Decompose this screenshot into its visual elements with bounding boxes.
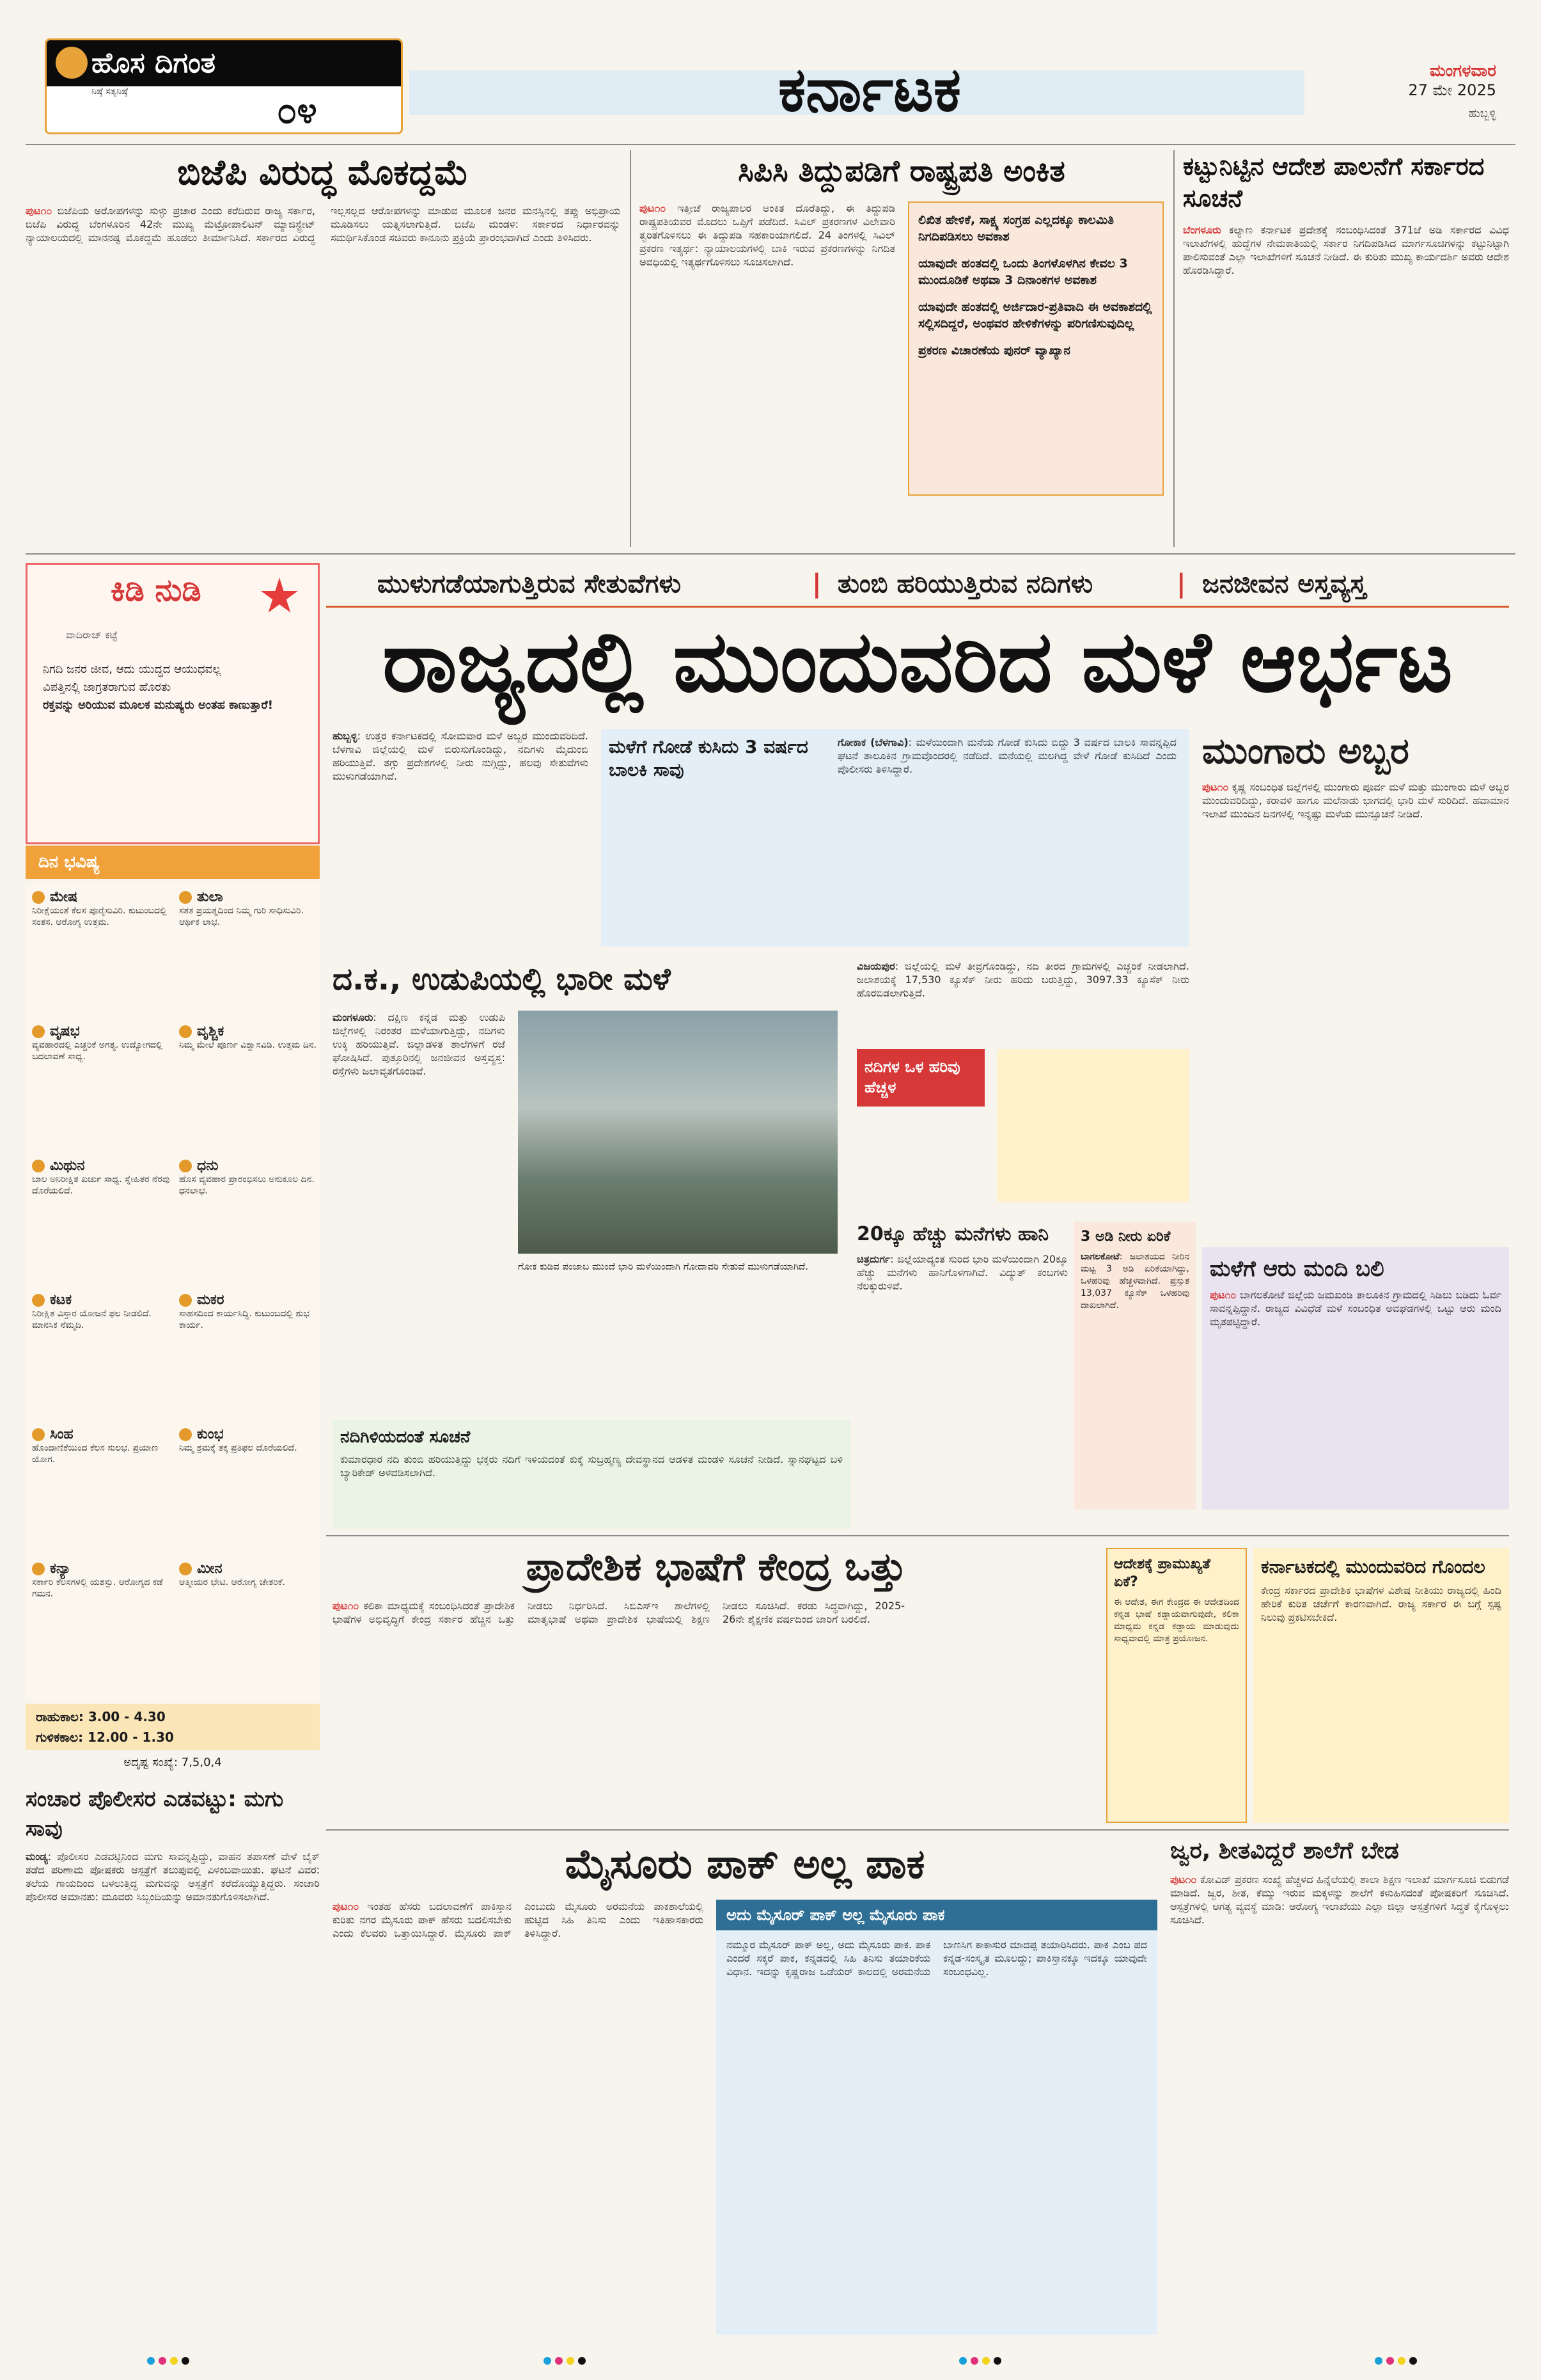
mesha-icon <box>32 891 45 904</box>
wall-story <box>601 729 1189 947</box>
kanya-icon <box>32 1563 45 1575</box>
kidi-line: ನಿಗದಿ ಜನರ ಜೀವ, ಆದು ಯುದ್ಧದ ಆಯುಧವಲ್ಲ <box>43 663 221 676</box>
six-dead-title: ಮಳೆಗೆ ಆರು ಮಂದಿ ಬಲಿ <box>1210 1256 1384 1282</box>
highlight-4: ಪ್ರಕರಣ ವಿಚಾರಣೆಯ ಪುನರ್ ವ್ಯಾಖ್ಯಾನ <box>918 343 1070 358</box>
dateline: ಪುಟ೧೦ <box>26 205 52 217</box>
gulikakala: ಗುಳಿಕಕಾಲ: 12.00 - 1.30 <box>36 1730 174 1745</box>
sidebar-body: ನಮ್ಮೂರ ಮೈಸೂರ್ ಪಾಕ್ ಅಲ್ಲ, ಅದು ಮೈಸೂರು ಪಾಕ. ಪಾಕ ಎಂದರೆ ಸಕ್ಕರೆ ಪಾಕ, ಕನ್ನಡದಲ್ಲಿ ಸಿಹಿ ತಿನಿಸು ತಯಾರಿಕೆಯ ವಿಧಾನ. ಇದನ್ನು ಕೃಷ್ಣರಾಜ ಒಡೆಯರ್ ಕಾಲದಲ್ಲಿ ಅರಮನೆಯ ಬಾಣಸಿಗ ಕಾಕಾಸುರ ಮಾದಪ್ಪ ತಯಾರಿಸಿದರು. ಪಾಕ ಎಂಬ ಪದ ಕನ್ನಡ-ಸಂಸ್ಕೃತ ಮೂಲದ್ದು; ಪಾಕಿಸ್ತಾನಕ್ಕೂ ಇದಕ್ಕೂ ಯಾವುದೇ ಸಂಬಂಧವಿಲ್ಲ. <box>726 1939 1147 1978</box>
dateline: ಬೆಂಗಳೂರು <box>1183 224 1221 236</box>
houses-title: 20ಕ್ಕೂ ಹೆಚ್ಚು ಮನೆಗಳು ಹಾನಿ <box>857 1223 1049 1245</box>
tula-icon <box>179 891 192 904</box>
highlight-3: ಯಾವುದೇ ಹಂತದಲ್ಲಿ ಅರ್ಜಿದಾರ-ಪ್ರತಿವಾದಿ ಈ ಅವಕಾಶದಲ್ಲಿ ಸಲ್ಲಿಸದಿದ್ದರೆ, ಅಂಥವರ ಹೇಳಿಕೆಗಳನ್ನು ಪರಿಗಣಿಸುವುದಿಲ್ಲ <box>918 300 1152 331</box>
fever-body: ಪುಟ೧೦ ಕೋವಿಡ್ ಪ್ರಕರಣ ಸಂಖ್ಯೆ ಹೆಚ್ಚಳದ ಹಿನ್ನೆಲೆಯಲ್ಲಿ ಶಾಲಾ ಶಿಕ್ಷಣ ಇಲಾಖೆ ಮಾರ್ಗಸೂಚಿ ಬಿಡುಗಡೆ ಮಾಡಿದೆ. ಜ್ವರ, ಶೀತ, ಕೆಮ್ಮು ಇರುವ ಮಕ್ಕಳನ್ನು ಶಾಲೆಗೆ ಕಳುಹಿಸದಂತೆ ಪೋಷಕರಿಗೆ ಸೂಚಿಸಿದೆ. ಆಸ್ಪತ್ರೆಗಳಲ್ಲಿ ಅಗತ್ಯ ವ್ಯವಸ್ಥೆ ಮಾಡಿ: ಆರೋಗ್ಯ ಇಲಾಖೆಯು ಎಲ್ಲಾ ಜಿಲ್ಲಾ ಆಸ್ಪತ್ರೆಗಳಿಗೆ ಸಿದ್ಧತೆ ಕೈಗೊಳ್ಳಲು ಸೂಚಿಸಿದೆ. <box>1170 1873 1509 1926</box>
spark-icon <box>260 578 299 616</box>
rahukala: ರಾಹುಕಾಲ: 3.00 - 4.30 <box>36 1709 166 1724</box>
simha-icon <box>32 1428 45 1441</box>
story-body <box>26 204 620 562</box>
city: ಹುಬ್ಬಳ್ಳಿ <box>1468 107 1496 120</box>
rashi-item: ವೃಷಭ ವ್ಯವಹಾರದಲ್ಲಿ ಎಚ್ಚರಿಕೆ ಅಗತ್ಯ. ಉದ್ಯೋಗದಲ್ಲಿ ಬದಲಾವಣೆ ಸಾಧ್ಯ. <box>32 1023 163 1062</box>
story-bjp <box>26 150 620 562</box>
rashi-header: ದಿನ ಭವಿಷ್ಯ <box>26 846 320 879</box>
story-cpc <box>639 150 1164 358</box>
registration-marks <box>959 2357 1001 2365</box>
mungaru-story <box>1202 729 1509 1139</box>
kidi-line: ವಿಪತ್ತಿನಲ್ಲಿ ಜಾಗ್ರತರಾಗುವ ಹೊರತು <box>43 681 171 694</box>
lucky-number: ಅದೃಷ್ಟ ಸಂಖ್ಯೆ: 7,5,0,4 <box>123 1756 222 1769</box>
registration-marks <box>147 2357 189 2365</box>
story-371j <box>1183 150 1509 543</box>
sidebar-title: ಅದು ಮೈಸೂರ್ ಪಾಕ್ ಅಲ್ಲ ಮೈಸೂರು ಪಾಕ <box>716 1900 1157 1930</box>
language-story <box>332 1541 1100 1817</box>
date-box <box>1330 61 1496 120</box>
mungaru-body: ಪುಟ೧೦ ಕೃಷ್ಣ ಸಂಬಂಧಿತ ಜಿಲ್ಲೆಗಳಲ್ಲಿ ಮುಂಗಾರು ಪೂರ್ವ ಮಳೆ ಮತ್ತು ಮುಂಗಾರು ಮಳೆ ಅಬ್ಬರ ಮುಂದುವರಿದಿದ್ದು, ಕರಾವಳಿ ಹಾಗೂ ಮಲೆನಾಡು ಭಾಗದಲ್ಲಿ ಭಾರಿ ಮಳೆ ಸುರಿದಿದೆ. ಹವಾಮಾನ ಇಲಾಖೆ ಮುಂದಿನ ದಿನಗಳಲ್ಲಿ ಇನ್ನಷ್ಟು ಮಳೆಯ ಮುನ್ಸೂಚನೆ ನೀಡಿದೆ. <box>1202 781 1509 820</box>
confusion-title: ಕರ್ನಾಟಕದಲ್ಲಿ ಮುಂದುವರಿದ ಗೊಂದಲ <box>1261 1556 1485 1577</box>
makara-icon <box>179 1294 192 1307</box>
rashi-item: ಕುಂಭ ನಿಮ್ಮ ಶ್ರಮಕ್ಕೆ ತಕ್ಕ ಪ್ರತಿಫಲ ದೊರೆಯಲಿದೆ. <box>179 1426 297 1453</box>
logo-tagline: ನಿಷ್ಠೆ ಸತ್ಯನಿಷ್ಠೆ <box>91 86 128 97</box>
kumbha-icon <box>179 1428 192 1441</box>
kataka-icon <box>32 1294 45 1307</box>
photo-caption: ಗೋಕ ಕುಡಿವ ಪಂಜಾಬ ಮುಂದೆ ಭಾರಿ ಮಳೆಯಿಂದಾಗಿ ಗೋದಾವರಿ ಸೇತುವೆ ಮುಳುಗಡೆಯಾಗಿದೆ. <box>518 1261 809 1272</box>
police-story <box>26 1785 320 2341</box>
why-body: ಈ ಆದೇಶ, ಈಗ ಕೇಂದ್ರದ ಈ ಆದೇಶದಿಂದ ಕನ್ನಡ ಭಾಷೆ ಕಡ್ಡಾಯವಾಗುವುದೇ, ಕಲಿಕಾ ಮಾಧ್ಯಮ ಕನ್ನಡ ಕಡ್ಡಾಯ ಮಾಡುವುದು ಸಾಧ್ಯವಾದಲ್ಲಿ ಮಾತ್ರ ಪ್ರಯೋಜನ. <box>1114 1597 1239 1644</box>
three-ft-title: 3 ಅಡಿ ನೀರು ಏರಿಕೆ <box>1081 1229 1171 1245</box>
fever-story <box>1170 1836 1509 2341</box>
date: 27 ಮೇ 2025 <box>1408 81 1496 99</box>
rashi-item: ಮೇಷ ನಿರೀಕ್ಷೆಯಂತೆ ಕೆಲಸ ಪೂರೈಸುವಿರಿ. ಕುಟುಂಬದಲ್ಲಿ ಸಂತಸ. ಆರೋಗ್ಯ ಉತ್ತಮ. <box>32 889 167 927</box>
dateline: ಪುಟ೧೦ <box>639 202 666 214</box>
river-alert-body: ಕುಮಾರಧಾರ ನದಿ ತುಂಬಿ ಹರಿಯುತ್ತಿದ್ದು ಭಕ್ತರು ನದಿಗೆ ಇಳಿಯದಂತೆ ಕುಕ್ಕೆ ಸುಬ್ರಹ್ಮಣ್ಯ ದೇವಸ್ಥಾನದ ಆಡಳಿತ ಮಂಡಳಿ ಸೂಚನೆ ನೀಡಿದೆ. ಸ್ನಾನಘಟ್ಟದ ಬಳಿ ಬ್ಯಾರಿಕೇಡ್ ಅಳವಡಿಸಲಾಗಿದೆ. <box>340 1453 843 1479</box>
rashi-item: ಕಟಕ ನಿರೀಕ್ಷಿತ ವಿಸ್ತಾರ ಯೋಜನೆ ಫಲ ನೀಡಲಿದೆ. ಮಾನಸಿಕ ನೆಮ್ಮದಿ. <box>32 1292 152 1330</box>
story-body <box>1183 223 1509 543</box>
language-headline: ಪ್ರಾದೇಶಿಕ ಭಾಷೆಗೆ ಕೇಂದ್ರ ಒತ್ತು <box>526 1545 907 1589</box>
mungaru-title: ಮುಂಗಾರು ಅಬ್ಬರ <box>1202 730 1409 772</box>
headline: ಸಿಪಿಸಿ ತಿದ್ದುಪಡಿಗೆ ರಾಷ್ಟ್ರಪತಿ ಅಂಕಿತ <box>738 154 1065 188</box>
why-title: ಆದೇಶಕ್ಕೆ ಪ್ರಾಮುಖ್ಯತೆ ಏಕೆ? <box>1114 1556 1210 1590</box>
dateline: ಹುಬ್ಬಳ್ಳಿ <box>332 730 357 742</box>
kidi-author: ವಾದಿರಾಜ್ ಕಟ್ಟೆ <box>66 629 118 641</box>
rain-headline: ರಾಜ್ಯದಲ್ಲಿ ಮುಂದುವರಿದ ಮಳೆ ಆರ್ಭಟ <box>382 613 1453 711</box>
kidi-nudi-box <box>26 563 320 844</box>
day: ಮಂಗಳವಾರ <box>1429 61 1496 81</box>
river-alert-story <box>332 1420 850 1529</box>
kidi-line: ರಕ್ತವನ್ನು ಅರಿಯುವ ಮೂಲಕ ಮನುಷ್ಯರು ಅಂತಹ ಕಾಣುತ್ತಾರೆ! <box>43 698 273 712</box>
mysore-pak-headline: ಮೈಸೂರು ಪಾಕ್ ಅಲ್ಲ ಪಾಕ <box>565 1841 925 1888</box>
rashi-item: ಸಿಂಹ ಹೊಂದಾಣಿಕೆಯಿಂದ ಕೆಲಸ ಸುಲಭ. ಪ್ರಯಾಣ ಯೋಗ. <box>32 1426 159 1465</box>
rashi-item: ಮಿಥುನ ಬಾಲ ಅನಿರೀಕ್ಷಿತ ಖರ್ಚು ಸಾಧ್ಯ. ಸ್ನೇಹಿತರ ನೆರವು ದೊರೆಯಲಿದೆ. <box>32 1158 170 1196</box>
rashi-item: ತುಲಾ ಸತತ ಪ್ರಯತ್ನದಿಂದ ನಿಮ್ಮ ಗುರಿ ಸಾಧಿಸುವಿರಿ. ಆರ್ಥಿಕ ಲಾಭ. <box>179 889 304 927</box>
houses-body: ಚಿತ್ರದುರ್ಗ: ಜಿಲ್ಲೆಯಾದ್ಯಂತ ಸುರಿದ ಭಾರಿ ಮಳೆಯಿಂದಾಗಿ 20ಕ್ಕೂ ಹೆಚ್ಚು ಮನೆಗಳು ಹಾನಿಗೊಳಗಾಗಿವೆ. ವಿದ್ಯುತ್ ಕಂಬಗಳು ನೆಲಕ್ಕುರುಳಿವೆ. <box>857 1253 1068 1292</box>
mysore-pak-body: ಪುಟ೧೦ ಇಂತಹ ಹೆಸರು ಬದಲಾವಣೆಗೆ ಪಾಕಿಸ್ತಾನ ಕುರಿತು ನಗರ ಮೈಸೂರು ಪಾಕ್ ಹೆಸರು ಬದಲಿಸಬೇಕು ಎಂದು ಕೆಲವರು ಒತ್ತಾಯಿಸಿದ್ದಾರೆ. ಮೈಸೂರು ಪಾಕ್ ಎಂಬುದು ಮೈಸೂರು ಅರಮನೆಯ ಪಾಕಶಾಲೆಯಲ್ಲಿ ಹುಟ್ಟಿದ ಸಿಹಿ ತಿನಿಸು ಎಂದು ಇತಿಹಾಸಕಾರರು ತಿಳಿಸಿದ್ದಾರೆ. <box>332 1900 703 1939</box>
body-text: ಬಿಜೆಪಿಯ ಅರೋಪಗಳನ್ನು ಸುಳ್ಳು ಪ್ರಚಾರ ಎಂದು ಕರೆದಿರುವ ರಾಜ್ಯ ಸರ್ಕಾರ, ಬಿಜೆಪಿ ವಿರುದ್ಧ ಬೆಂಗಳೂರಿನ 42ನೇ ಮುಖ್ಯ ಮೆಟ್ರೋಪಾಲಿಟನ್ ಮ್ಯಾಜಿಸ್ಟ್ರೇಟ್ ನ್ಯಾಯಾಲಯದಲ್ಲಿ ಮಾನನಷ್ಟ ಮೊಕದ್ದಮೆ ಹೂಡಲು ತೀರ್ಮಾನಿಸಿದೆ. ಸರ್ಕಾರದ ವಿರುದ್ಧ ಇಲ್ಲಸಲ್ಲದ ಆರೋಪಗಳನ್ನು ಮಾಡುವ ಮೂಲಕ ಜನರ ಮನಸ್ಸಿನಲ್ಲಿ ತಪ್ಪು ಅಭಿಪ್ರಾಯ ಮೂಡಿಸಲು ಯತ್ನಿಸಲಾಗುತ್ತಿದೆ. ಬಿಜೆಪಿ ಮಂಡಳಿ: ಸರ್ಕಾರದ ನಿರ್ಧಾರವನ್ನು ಸಮರ್ಥಿಸಿಕೊಂಡ ಸಚಿವರು ಕಾನೂನು ಪ್ರಕ್ರಿಯೆ ಪ್ರಾರಂಭವಾಗಿದೆ ಎಂದು ತಿಳಿಸಿದರು. <box>26 205 620 244</box>
headline: ಬಿಜೆಪಿ ವಿರುದ್ಧ ಮೊಕದ್ದಮೆ <box>177 152 469 193</box>
inflow-tag: ನದಿಗಳ ಒಳ ಹರಿವು ಹೆಚ್ಚಳ <box>857 1049 985 1107</box>
registration-marks <box>544 2357 586 2365</box>
why-box <box>1106 1548 1247 1823</box>
kicker-3: ಜನಜೀವನ ಅಸ್ತವ್ಯಸ್ತ <box>1202 569 1366 599</box>
story-body <box>639 201 895 547</box>
highlights-box <box>908 201 1164 496</box>
masthead-logo <box>45 38 403 134</box>
rashi-item: ವೃಶ್ಚಿಕ ನಿಮ್ಮ ಮೇಲೆ ಪೂರ್ಣ ವಿಶ್ವಾಸವಿಡಿ. ಉತ್ತಮ ದಿನ. <box>179 1023 317 1050</box>
police-headline: ಸಂಚಾರ ಪೊಲೀಸರ ಎಡವಟ್ಟು: ಮಗು ಸಾವು <box>26 1786 284 1841</box>
police-body: ಮಂಡ್ಯ: ಪೊಲೀಸರ ಎಡವಟ್ಟಿನಿಂದ ಮಗು ಸಾವನ್ನಪ್ಪಿದ್ದು, ವಾಹನ ತಪಾಸಣೆ ವೇಳೆ ಬೈಕ್ ತಡೆದ ಪರಿಣಾಮ ಪೋಷಕರು ಆಸ್ಪತ್ರೆಗೆ ತಲುಪುವಲ್ಲಿ ವಿಳಂಬವಾಯಿತು. ಘಟನೆ ವಿವರ: ತಲೆಯ ಗಾಯದಿಂದ ಬಳಲುತ್ತಿದ್ದ ಮಗುವನ್ನು ಆಸ್ಪತ್ರೆಗೆ ಕರೆದೊಯ್ಯುತ್ತಿದ್ದರು. ಸಂಚಾರಿ ಪೊಲೀಸರ ಅಮಾನತು: ಮೂವರು ಸಿಬ್ಬಂದಿಯನ್ನು ಅಮಾನತುಗೊಳಿಸಲಾಗಿದೆ. <box>26 1850 320 1903</box>
highlight-2: ಯಾವುದೇ ಹಂತದಲ್ಲಿ ಒಂದು ತಿಂಗಳೊಳಗಿನ ಕೇವಲ 3 ಮುಂದೂಡಿಕೆ ಅಥವಾ 3 ದಿನಾಂಕಗಳ ಅವಕಾಶ <box>918 256 1128 287</box>
houses-story <box>857 1222 1068 1471</box>
dk-body: ಮಂಗಳೂರು: ದಕ್ಷಿಣ ಕನ್ನಡ ಮತ್ತು ಉಡುಪಿ ಜಿಲ್ಲೆಗಳಲ್ಲಿ ನಿರಂತರ ಮಳೆಯಾಗುತ್ತಿದ್ದು, ನದಿಗಳು ಉಕ್ಕಿ ಹರಿಯುತ್ತಿವೆ. ಜಿಲ್ಲಾಡಳಿತ ಶಾಲೆಗಳಿಗೆ ರಜೆ ಘೋಷಿಸಿದೆ. ಪುತ್ತೂರಿನಲ್ಲಿ ಜನಜೀವನ ಅಸ್ತವ್ಯಸ್ತ: ರಸ್ತೆಗಳು ಜಲಾವೃತಗೊಂಡಿವೆ. <box>332 1011 505 1077</box>
rashi-item: ಮಕರ ಸಾಹಸದಿಂದ ಕಾರ್ಯಸಿದ್ಧಿ. ಕುಟುಂಬದಲ್ಲಿ ಶುಭ ಕಾರ್ಯ. <box>179 1292 310 1330</box>
rashi-item: ಮೀನ ಆತ್ಮೀಯರ ಭೇಟಿ. ಆರೋಗ್ಯ ಚೇತರಿಕೆ. <box>179 1561 286 1588</box>
vrishabha-icon <box>32 1025 45 1038</box>
mithuna-icon <box>32 1160 45 1172</box>
kicker-1: ಮುಳುಗಡೆಯಾಗುತ್ತಿರುವ ಸೇತುವೆಗಳು <box>377 569 681 599</box>
rashi-item: ಧನು ಹೊಸ ವ್ಯವಹಾರ ಪ್ರಾರಂಭಿಸಲು ಅನುಕೂಲ ದಿನ. ಧನಲಾಭ. <box>179 1158 315 1196</box>
registration-marks <box>1375 2357 1417 2365</box>
lamp-icon <box>56 47 88 79</box>
page-number: ೦೪ <box>277 90 317 132</box>
confusion-body: ಕೇಂದ್ರ ಸರ್ಕಾರದ ಪ್ರಾದೇಶಿಕ ಭಾಷೆಗಳ ವಿಶೇಷ ನೀತಿಯು ರಾಜ್ಯದಲ್ಲಿ ಹಿಂದಿ ಹೇರಿಕೆ ಕುರಿತ ಚರ್ಚೆಗೆ ಕಾರಣವಾಗಿದೆ. ರಾಜ್ಯ ಸರ್ಕಾರ ಈ ಬಗ್ಗೆ ಸ್ಪಷ್ಟ ನಿಲುವು ಪ್ರಕಟಿಸಬೇಕಿದೆ. <box>1261 1584 1501 1623</box>
rain-kicker: ಮುಳುಗಡೆಯಾಗುತ್ತಿರುವ ಸೇತುವೆಗಳು | ತುಂಬಿ ಹರಿಯುತ್ತಿರುವ ನದಿಗಳು | ಜನಜೀವನ ಅಸ್ತವ್ಯಸ್ತ <box>326 563 1509 608</box>
body-text: ಕಲ್ಯಾಣ ಕರ್ನಾಟಕ ಪ್ರದೇಶಕ್ಕೆ ಸಂಬಂಧಿಸಿದಂತೆ 371ಜೆ ಅಡಿ ಸರ್ಕಾರದ ವಿವಿಧ ಇಲಾಖೆಗಳಲ್ಲಿ ಹುದ್ದೆಗಳ ನೇಮಕಾತಿಯಲ್ಲಿ ಸರ್ಕಾರ ನಿಗದಿಪಡಿಸಿದ ಮಾರ್ಗಸೂಚಿಗಳನ್ನು ಕಟ್ಟುನಿಟ್ಟಾಗಿ ಪಾಲಿಸುವಂತೆ ಎಲ್ಲಾ ಇಲಾಖೆಗಳಿಗೆ ಸೂಚನೆ ನೀಡಿದೆ. ಈ ಕುರಿತು ಮುಖ್ಯ ಕಾರ್ಯದರ್ಶಿ ಅವರು ಆದೇಶ ಹೊರಡಿಸಿದ್ದಾರೆ. <box>1183 224 1509 276</box>
river-alert-title: ನದಿಗಿಳಿಯದಂತೆ ಸೂಚನೆ <box>340 1428 471 1447</box>
rashi-grid <box>26 883 320 1701</box>
vrischika-icon <box>179 1025 192 1038</box>
dk-story <box>332 959 844 1407</box>
section-title: ಕರ್ನಾಟಕ <box>778 54 962 125</box>
logo-title: ಹೊಸ ದಿಗಂತ <box>91 47 216 79</box>
headline: ಕಟ್ಟುನಿಟ್ಟಿನ ಆದೇಶ ಪಾಲನೆಗೆ ಸರ್ಕಾರದ ಸೂಚನೆ <box>1183 152 1485 212</box>
kidi-title: ಕಿಡಿ ನುಡಿ <box>111 572 201 608</box>
three-ft-body: ಬಾಗಲಕೋಟೆ: ಜಲಾಶಯದ ನೀರಿನ ಮಟ್ಟ 3 ಅಡಿ ಏರಿಕೆಯಾಗಿದ್ದು, ಒಳಹರಿವು ಹೆಚ್ಚಳವಾಗಿದೆ. ಪ್ರಸ್ತುತ 13,037 ಕ್ಯೂಸೆಕ್ ಒಳಹರಿವು ದಾಖಲಾಗಿದೆ. <box>1081 1252 1189 1311</box>
mysore-pak-story <box>332 1836 1157 2341</box>
meena-icon <box>179 1563 192 1575</box>
inflow-figures-panel <box>997 1049 1189 1202</box>
inflow-body: ವಿಜಯಪುರ: ಜಿಲ್ಲೆಯಲ್ಲಿ ಮಳೆ ತೀವ್ರಗೊಂಡಿದ್ದು, ನದಿ ತೀರದ ಗ್ರಾಮಗಳಲ್ಲಿ ಎಚ್ಚರಿಕೆ ನೀಡಲಾಗಿದೆ. ಜಲಾಶಯಕ್ಕೆ 17,530 ಕ್ಯೂಸೆಕ್ ನೀರು ಹರಿದು ಬರುತ್ತಿದ್ದು, 3097.33 ಕ್ಯೂಸೆಕ್ ನೀರು ಹೊರಬಿಡಲಾಗುತ್ತಿದೆ. <box>857 960 1189 999</box>
highlight-1: ಲಿಖಿತ ಹೇಳಿಕೆ, ಸಾಕ್ಷ್ಯ ಸಂಗ್ರಹ ಎಲ್ಲದಕ್ಕೂ ಕಾಲಮಿತಿ ನಿಗದಿಪಡಿಸಲು ಅವಕಾಶ <box>918 213 1115 244</box>
three-ft-story <box>1074 1222 1196 1509</box>
flood-photo <box>518 1011 838 1254</box>
dk-title: ದ.ಕ., ಉಡುಪಿಯಲ್ಲಿ ಭಾರೀ ಮಳೆ <box>332 961 671 997</box>
fever-headline: ಜ್ವರ, ಶೀತವಿದ್ದರೆ ಶಾಲೆಗೆ ಬೇಡ <box>1170 1838 1399 1864</box>
wall-body: ಗೋಕಾಕ (ಬೆಳಗಾವಿ): ಮಳೆಯಿಂದಾಗಿ ಮನೆಯ ಗೋಡೆ ಕುಸಿದು ಬಿದ್ದು 3 ವರ್ಷದ ಬಾಲಕಿ ಸಾವನ್ನಪ್ಪಿದ ಘಟನೆ ತಾಲೂಕಿನ ಗ್ರಾಮವೊಂದರಲ್ಲಿ ನಡೆದಿದೆ. ಮನೆಯಲ್ಲಿ ಮಲಗಿದ್ದ ವೇಳೆ ಗೋಡೆ ಕುಸಿದಿದೆ ಎಂದು ಪೊಲೀಸರು ತಿಳಿಸಿದ್ದಾರೆ. <box>838 736 1177 775</box>
mysore-pak-sidebar <box>716 1900 1157 2335</box>
kicker-2: ತುಂಬಿ ಹರಿಯುತ್ತಿರುವ ನದಿಗಳು <box>838 569 1093 599</box>
rashi-item: ಕನ್ಯಾ ಸರ್ಕಾರಿ ಕೆಲಸಗಳಲ್ಲಿ ಯಶಸ್ಸು. ಆರೋಗ್ಯದ ಕಡೆ ಗಮನ. <box>32 1561 163 1599</box>
karnataka-confusion-box <box>1253 1548 1509 1823</box>
rahukala-box <box>26 1704 320 1750</box>
wall-title: ಮಳೆಗೆ ಗೋಡೆ ಕುಸಿದು 3 ವರ್ಷದ ಬಾಲಕಿ ಸಾವು <box>609 736 808 780</box>
language-body: ಪುಟ೧೦ ಕಲಿಕಾ ಮಾಧ್ಯಮಕ್ಕೆ ಸಂಬಂಧಿಸಿದಂತೆ ಪ್ರಾದೇಶಿಕ ಭಾಷೆಗಳ ಅಭಿವೃದ್ಧಿಗೆ ಕೇಂದ್ರ ಸರ್ಕಾರ ಹೆಚ್ಚಿನ ಒತ್ತು ನೀಡಲು ನಿರ್ಧರಿಸಿದೆ. ಸಿಬಿಎಸ್ಇ ಶಾಲೆಗಳಲ್ಲಿ ಮಾತೃಭಾಷೆ ಅಥವಾ ಪ್ರಾದೇಶಿಕ ಭಾಷೆಯಲ್ಲಿ ಶಿಕ್ಷಣ ನೀಡಲು ಸೂಚಿಸಿದೆ. ಕರಡು ಸಿದ್ಧವಾಗಿದ್ದು, 2025-26ನೇ ಶೈಕ್ಷಣಿಕ ವರ್ಷದಿಂದ ಜಾರಿಗೆ ಬರಲಿದೆ. <box>332 1600 905 1625</box>
kidi-text <box>43 661 305 714</box>
six-dead-body: ಪುಟ೧೦ ಬಾಗಲಕೋಟೆ ಜಿಲ್ಲೆಯ ಜಮಖಂಡಿ ತಾಲೂಕಿನ ಗ್ರಾಮದಲ್ಲಿ ಸಿಡಿಲು ಬಡಿದು ಓರ್ವ ಸಾವನ್ನಪ್ಪಿದ್ದಾನೆ. ರಾಜ್ಯದ ವಿವಿಧೆಡೆ ಮಳೆ ಸಂಬಂಧಿತ ಅವಘಡಗಳಲ್ಲಿ ಒಟ್ಟು ಆರು ಮಂದಿ ಮೃತಪಟ್ಟಿದ್ದಾರೆ. <box>1210 1289 1501 1328</box>
rain-lead: ಹುಬ್ಬಳ್ಳಿ: ಉತ್ತರ ಕರ್ನಾಟಕದಲ್ಲಿ ಸೋಮವಾರ ಮಳೆ ಅಬ್ಬರ ಮುಂದುವರಿದಿದೆ. ಬೆಳಗಾವಿ ಜಿಲ್ಲೆಯಲ್ಲಿ ಮಳೆ ಬಿರುಸುಗೊಂಡಿದ್ದು, ನದಿಗಳು ಮೈದುಂಬಿ ಹರಿಯುತ್ತಿವೆ. ತಗ್ಗು ಪ್ರದೇಶಗಳಲ್ಲಿ ನೀರು ನುಗ್ಗಿದ್ದು, ಹಲವು ಸೇತುವೆಗಳು ಮುಳುಗಡೆಯಾಗಿವೆ. <box>332 730 588 782</box>
body-text: ಇತ್ತೀಚೆ ರಾಜ್ಯಪಾಲರ ಅಂಕಿತ ದೊರೆತಿದ್ದು, ಈ ತಿದ್ದುಪಡಿ ರಾಷ್ಟ್ರಪತಿಯವರ ಮೊದಲು ಒಪ್ಪಿಗೆ ಪಡೆದಿದೆ. ಸಿವಿಲ್ ಪ್ರಕರಣಗಳ ವಿಲೇವಾರಿ ತ್ವರಿತಗೊಳಿಸಲು ಈ ತಿದ್ದುಪಡಿ ಸಹಕಾರಿಯಾಗಲಿದೆ. 24 ತಿಂಗಳಲ್ಲಿ ಸಿವಿಲ್ ಪ್ರಕರಣ ಇತ್ಯರ್ಥ: ನ್ಯಾಯಾಲಯಗಳಲ್ಲಿ ಬಾಕಿ ಇರುವ ಪ್ರಕರಣಗಳನ್ನು ನಿಗದಿತ ಅವಧಿಯಲ್ಲಿ ಇತ್ಯರ್ಥಗೊಳಿಸಲು ಸೂಚಿಸಲಾಗಿದೆ. <box>639 202 895 268</box>
dhanu-icon <box>179 1160 192 1172</box>
six-dead-story <box>1202 1247 1509 1509</box>
inflow-story <box>857 959 1189 1215</box>
logo-band <box>47 40 401 86</box>
